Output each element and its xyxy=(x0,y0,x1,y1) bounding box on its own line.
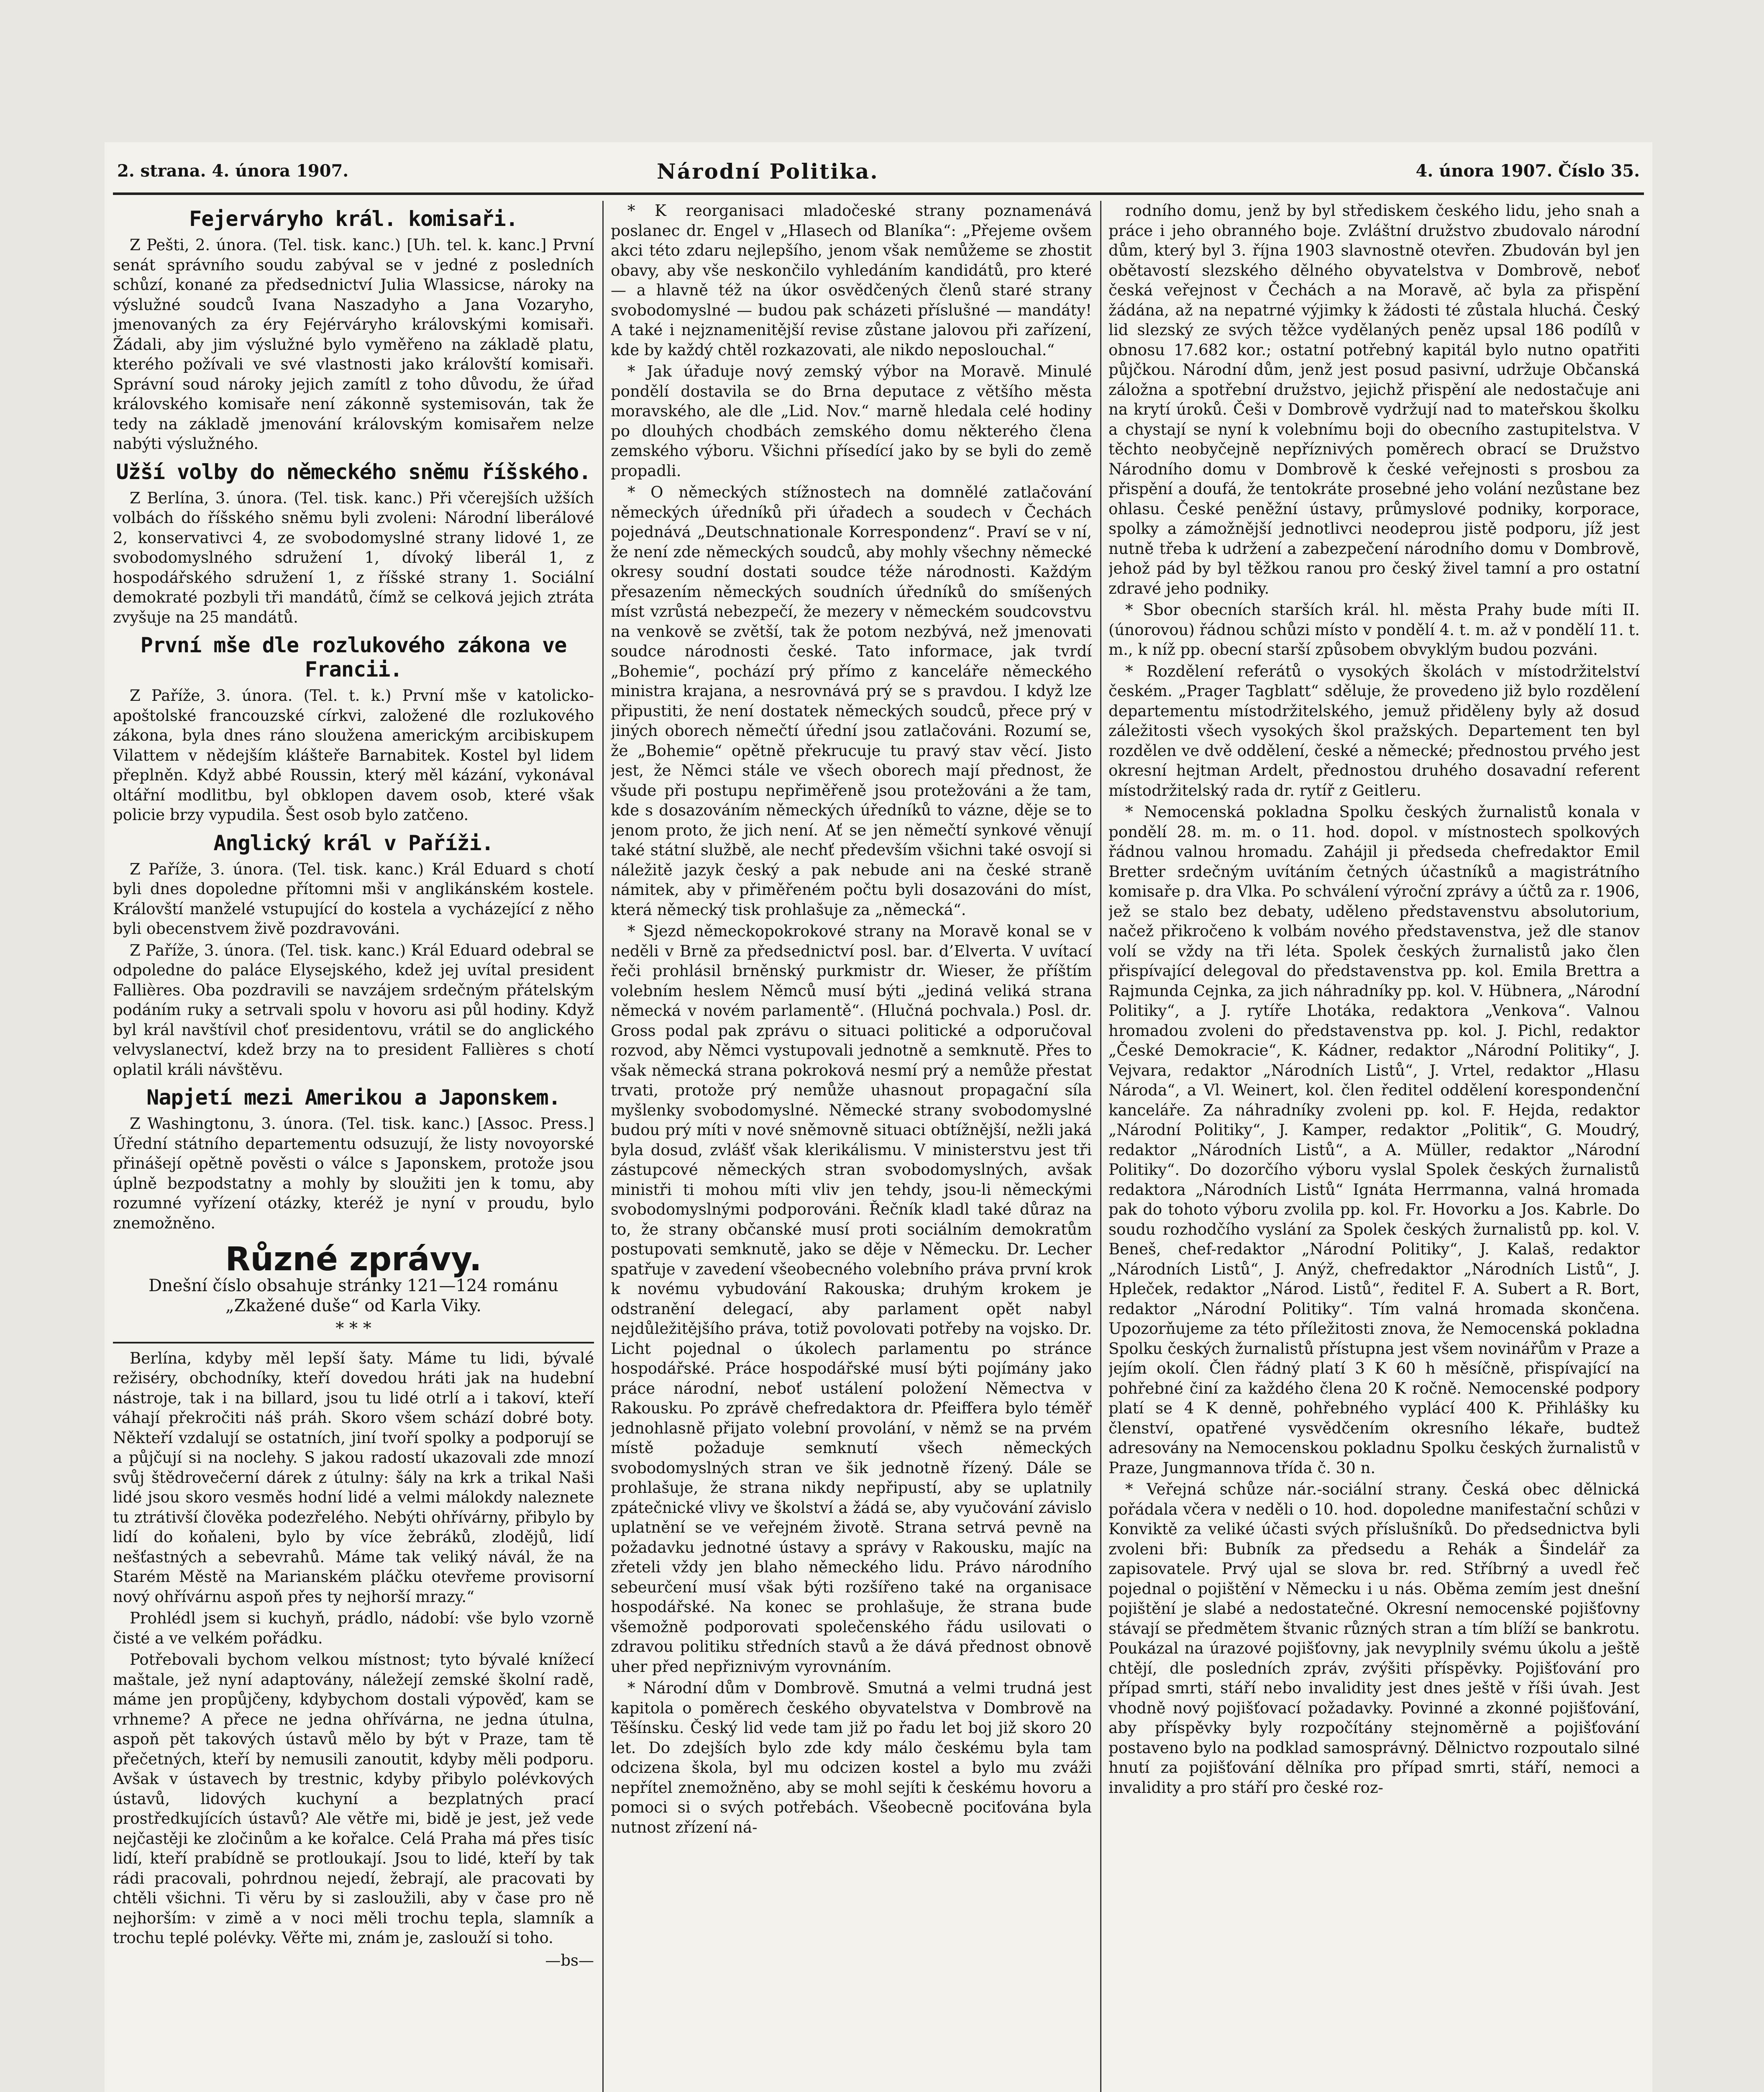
article-text: Z Washingtonu, 3. února. (Tel. tisk. kanc.) [Assoc. Press.] Úřední státního departementu odsuzují, že listy novoyorské přinášejí opětně pověsti o válce s Japonskem, protože jsou úplně bezpodstatny a mohly by sloužiti jen k tomu, aby rozumné vyřízení otázky, kteréž je nyní v proudu, bylo znemožněno. xyxy=(113,1115,594,1232)
news-item: rodního domu, jenž by byl střediskem českého lidu, jeho snah a práce i jeho obranného boje. Zvláštní družstvo zbudovalo národní dům, který byl 3. října 1903 slavnostně otevřen. Zbudován byl jen obětavostí slezského dělného obyvatelstva v Dombrově, neboť česká veřejnost v Čechách a na Moravě, ač byla za přispění žádána, až na nepatrné výjimky k žádosti té zůstala hluchá. Český lid slezský ze svých těžce vydělaných peněz upsal 186 podílů v obnosu 17.682 kor.; ostatní potřebný kapitál bylo nutno opatřiti půjčkou. Národní dům, jenž jest posud pasivní, udržuje Občanská záložna a spotřební družstvo, jejichž přispění ale nedostačuje ani na krytí úroků. Češi v Dombrově vydržují nad to mateřskou školku a chystají se nyní k volebnímu boji do obecního zastupitelstva. V těchto neobyčejně nepříznivých poměrech obrací se Družstvo Národního domu v Dombrově k české veřejnosti s prosbou za přispění a doufá, že tentokráte prosebné jeho volání nezůstane bez ohlasu. České peněžní ústavy, průmyslové podniky, korporace, spolky a zámožnější jednotlivci neodeprou jistě podporu, jíž jest nutně třeba k udržení a zabezpečení národního domu v Dombrově, jehož pád by byl těžkou ranou pro český živel tamní a pro ostatní zdravé jeho podniky. xyxy=(1109,202,1640,597)
section-title: Různé zprávy. xyxy=(225,1241,482,1278)
feuilleton-rule xyxy=(113,1342,594,1343)
running-head xyxy=(105,161,1652,195)
header-rule xyxy=(113,192,1644,195)
feuilleton-text: Berlína, kdyby měl lepší šaty. Máme tu lidi, bývalé režiséry, obchodníky, kteří dovedou hráti jak na hudební nástroje, tak i na billard, jsou tu lidé otrlí a i takoví, kteří váhají překročiti náš práh. Skoro všem schází dobré boty. Někteří vzdalují se ostatních, jiní tvoří spolky a podporují se a půjčují si na noclehy. S jakou radostí ukazovali zde mnozí svůj štědrovečerní dárek z útulny: šály na krk a trikal Naši lidé jsou skoro vesměs hodní lidé a velmi málokdy naleznete tu ztrátivší člověka podezřelého. Nebýti ohřívárny, přibylo by lidí do koňaleni, bylo by více žebráků, zlodějů, lidí nešťastných a sebevrahů. Máme tak veliký návál, že na Starém Městě na Marianském pláčku otevřeme provisorní nový ohřívárnu aspoň přes ty nejhorší mrazy.“ xyxy=(113,1349,594,1606)
newspaper-page xyxy=(105,142,1652,2092)
news-item: * Nemocenská pokladna Spolku českých žurnalistů konala v pondělí 28. m. m. o 11. hod. dopol. v místnostech spolkových řádnou valnou hromadu. Zahájil ji předseda chefredaktor Emil Bretter srdečným uvítáním četných účastníků a magistrátního komisaře p. dra Vlka. Po schválení výroční zprávy a účtů za r. 1906, jež se stalo bez debaty, uděleno představenstvu absolutorium, načež přikročeno k volbám nového představenstva, jež dle stanov volí se vždy na tři léta. Spolek českých žurnalistů jako člen přispívající delegoval do představenstva pp. kol. Emila Brettra a Rajmunda Cejnka, za jich náhradníky pp. kol. V. Hübnera, „Národní Politiky“, a J. rytíře Lhotáka, redaktora „Venkova“. Valnou hromadou zvoleni do představenstva pp. kol. J. Pichl, redaktor „České Demokracie“, K. Kádner, redaktor „Národní Politiky“, J. Vejvara, redaktor „Národních Listů“, J. Vrtel, redaktor „Hlasu Národa“, a Vl. Weinert, kol. člen ředitel oddělení korespondenční kanceláře. Za náhradníky zvoleni pp. kol. F. Hejda, redaktor „Národní Politiky“, J. Kamper, redaktor „Politik“, G. Moudrý, redaktor „Národních Listů“, a A. Müller, redaktor „Národní Politiky“. Do dozorčího výboru vyslal Spolek českých žurnalistů redaktora „Národních Listů“ Ignáta Herrmanna, valná hromada pak do tohoto výboru zvolila pp. kol. Fr. Hovorku a Jos. Kabrle. Do soudu rozhodčího vyslání za Spolek českých žurnalistů pp. kol. V. Beneš, chef-redaktor „Národní Politiky“, J. Kalaš, redaktor „Národních Listů“, J. Anýž, chefredaktor „Národních Listů“, J. Hpleček, redaktor „Národ. Listů“, ředitel F. A. Subert a R. Bort, redaktor „Národní Politiky“. Tím valná hromada skončena. Upozorňujeme za této příležitosti znova, že Nemocenská pokladna Spolku českých žurnalistů přístupna jest všem novinářům v Praze a jejím okolí. Člen řádný platí 3 K 60 h měsíčně, přispívající na pohřebné činí za každého člena 20 K ročně. Nemocenské podpory platí se 4 K denně, pohřebného vyplácí 400 K. Přihlášky ku členství, opatřené vysvědčením okresního lékaře, budtež adresovány na Nemocenskou pokladnu Spolku českých žurnalistů v Praze, Jungmannova třída č. 30 n. xyxy=(1109,803,1640,1477)
news-item: * Rozdělení referátů o vysokých školách v místodržitelství českém. „Prager Tagblatt“ sděluje, že provedeno již bylo rozdělení departementu místodržitelského, jemuž přiděleny byly až dosud záležitosti všech vysokých škol pražských. Departement ten byl rozdělen ve dvě oddělení, české a německé; přednostou prvého jest okresní hejtman Ardelt, přednostou druhého dosavadní referent místodržitelský rada dr. rytíř z Geitleru. xyxy=(1109,662,1640,800)
section-intro: Dnešní číslo obsahuje stránky 121—124 románu „Zkažené duše“ od Karla Viky. xyxy=(148,1276,558,1315)
news-item: * K reorganisaci mladočeské strany poznamenává poslanec dr. Engel v „Hlasech od Blaníka“: „Přejeme ovšem akci této zdaru nejlepšího, jenom však nemůžeme se zhostit obavy, aby vše neskončilo vyhledáním kandidátů, pro které — a hlavně též na úkor osvědčených členů staré strany svobodomyslné — budou pak scházeti příslušné — mandáty! A také i nejznamenitější revise zůstane jalovou při zařízení, kde by každý chtěl rozkazovati, ale nikdo neposlouchal.“ xyxy=(611,202,1092,359)
header-right: 4. února 1907. Číslo 35. xyxy=(1416,161,1640,181)
stars-divider: * * * xyxy=(335,1318,371,1338)
masthead-title: Národní Politika. xyxy=(657,159,879,184)
news-item: * Sbor obecních starších král. hl. města Prahy bude míti II. (únorovou) řádnou schůzi místo v pondělí 4. t. m. až v pondělí 11. t. m., k níž pp. obecní starší způsobem obvyklým budou pozváni. xyxy=(1109,601,1640,659)
column-2 xyxy=(611,201,1092,2092)
article-title: Fejerváryho král. komisaři. xyxy=(189,207,518,231)
article-text: Z Paříže, 3. února. (Tel. tisk. kanc.) Král Eduard s chotí byli dnes dopoledne přítomni mši v anglikánském kostele. Královští manželé vstupující do kostela a vycházející z něho byli obecenstvem živě pozdravováni. xyxy=(113,860,594,938)
article-title: Anglický král v Paříži. xyxy=(213,831,494,855)
article-text: Z Pešti, 2. února. (Tel. tisk. kanc.) [Uh. tel. k. kanc.] První senát správního soudu zabýval se v jedné z posledních schůzí, konané za předsednictví Julia Wlassicse, nároky na výslužné soudců Ivana Naszadyho a Jana Vozaryho, jmenovaných za éry Fejérváryho královskými komisaři. Žádali, aby jim výslužné bylo vyměřeno na základě platu, kterého požívali ve své vlastnosti jako královští komisaři. Správní soud nároky jejich zamítl z toho důvodu, že úřad královského komisaře není zákonně systemisován, tak že tedy na základě jmenování královským komisařem nelze nabýti výslužného. xyxy=(113,236,594,453)
news-item: * Sjezd německopokrokové strany na Moravě konal se v neděli v Brně za předsednictví posl. bar. d’Elverta. V uvítací řeči prohlásil brněnský purkmistr dr. Wieser, že příštím volebním heslem Němců musí býti „jediná veliká strana německá v novém parlamentě“. (Hlučná pochvala.) Posl. dr. Gross podal pak zprávu o situaci politické a odporučoval rozvod, aby Němci vystupovali jednotně a semknutě. Přes to však německá strana pokroková nesmí prý a nemůže přestat trvati, protože prý nemůže uhasnout propagační síla myšlenky svobodomyslné. Německé strany svobodomyslné budou prý míti v nové sněmovně situaci obtížnější, nežli jaká byla dosud, zvlášť však klerikálismu. V ministerstvu jest tři zástupcové německých stran svobodomyslných, avšak ministři ti mohou míti vliv jen tehdy, jsou-li německými svobodomyslnými podporováni. Řečník kladl také důraz na to, že strany občanské musí proti sociálním demokratům postupovati semknutě, jako se děje v Německu. Dr. Lecher spatřuje v zavedení všeobecného volebního práva první krok k novému vybudování Rakouska; druhým krokem je odstranění delegací, aby parlament opět nabyl nejdůležitějšího práva, totiž povolovati potřeby na vojsko. Dr. Licht pojednal o úkolech parlamentu po stránce hospodářské. Práce hospodářské musí býti pojímány jako práce národní, neboť ustálení položení Němectva v Rakousku. Po zprávě chefredaktora dr. Pfeiffera bylo téměř jednohlasně přijato volební provolání, v němž se na prvém místě požaduje semknutí všech německých svobodomyslných stran ve šik jednotně řízený. Dále se prohlašuje, že strana nikdy nepřipustí, aby se uplatnily zpátečnické vlivy ve školství a žádá se, aby vyučování závislo uplatnění se ve veřejném životě. Strana setrvá pevně na požadavku jednotné ústavy a správy v Rakousku, majíc na zřeteli vždy jen blaho německého lidu. Právo národního sebeurčení musí však býti rozšířeno také na organisace hospodářské. Na konec se prohlašuje, že strana bude všemožně podporovati společenského řádu usilovati o zdravou politiku středních stavů a že dává přednost obnově uher před nepřiznivým vyrovnáním. xyxy=(611,922,1092,1676)
column-rule-2 xyxy=(1100,201,1101,2092)
article-text: Z Berlína, 3. února. (Tel. tisk. kanc.) Při včerejších užších volbách do říšského sněmu byli zvoleni: Národní liberálové 2, konservativci 4, ze svobodomyslné strany lidové 1, ze svobodomyslného sdružení 1, dívoký liberál 1, z hospodářského sdružení 1, z říšské strany 1. Sociální demokraté pozbyli tři mandátů, čímž se celková jejich ztráta zvyšuje na 25 mandátů. xyxy=(113,489,594,626)
news-item: * O německých stížnostech na domnělé zatlačování německých úředníků při úřadech a soudech v Čechách pojednává „Deutschnationale Korrespondenz“. Praví se v ní, že není zde německých soudců, aby mohly všechny německé okresy soudní dostati soudce téže národnosti. Každým přesazením německých soudních úředníků do smíšených míst vzrůstá nebezpečí, že mezery v německém soudcovstvu na venkově se zvětší, tak že potom nezbývá, než jmenovati soudce národnosti české. Tato informace, jak tvrdí „Bohemie“, pochází prý přímo z kanceláře německého ministra krajana, a nesrovnává prý se s pravdou. I když lze připustiti, že není dostatek německých soudců, přece prý v jiných oborech němečtí úřední jsou zatlačováni. Rozumí se, že „Bohemie“ opětně překrucuje tu pravý stav věcí. Jisto jest, že Němci stále ve všech oborech mají přednost, že všude při postupu nepřiměřeně jsou protežováni a že tam, kde s dosazováním německých úředníků to vázne, děje se to jenom proto, že jich není. Ať se jen němečtí synkové věnují také státní službě, ale nechť především všichni také osvojí si náležitě jazyk český a pak nebude ani na české straně námitek, aby v přiměřeném počtu byli dosazováni do míst, která německý tisk prohlašuje za „německá“. xyxy=(611,483,1092,919)
author-signature: —bs— xyxy=(545,1951,594,1969)
article-text: Z Paříže, 3. února. (Tel. t. k.) První mše v katolicko-apoštolské francouzské církvi, založené dle rozlukového zákona, byla dnes ráno sloužena americkým arcibiskupem Vilattem v nědejším klášteře Barnabitek. Kostel byl lidem přeplněn. Když abbé Roussin, který měl kázání, vykonával oltářní modlitbu, byl obklopen davem osob, které však policie brzy vypudila. Šest osob bylo zatčeno. xyxy=(113,687,594,824)
news-item: * Veřejná schůze nár.-sociální strany. Česká obec dělnická pořádala včera v neděli o 10. hod. dopoledne manifestační schůzi v Konviktě za veliké účasti svých příslušníků. Do předsednictva byli zvoleni bři: Bubník za předsedu a Rehák a Šindelář za zapisovatele. Prvý ujal se slova br. red. Stříbrný a uvedl řeč pojednal o pojištění v Německu i u nás. Oběma zemím jest dnešní pojištění je slabé a nedostatečné. Okresní nemocenské pojišťovny stávají se předmětem štvanic různých stran a tím blíží se bankrotu. Poukázal na úrazové pojišťovny, jak nevyplnily svému úkolu a ještě chtějí, dle posledních zpráv, zvýšiti příspěvky. Pojišťování pro případ smrti, stáří nebo invalidity jest dnes ještě v říši úvah. Jest vhodně nový pojišťovací požadavky. Povinné a zkonné pojišťování, aby příspěvky byly rozpočítány stejnoměrně a pojišťování postaveno bylo na podklad samosprávný. Dělnictvo rozpoutalo silné hnutí za pojišťování dělníka pro případ smrti, stáří, nemoci a invalidity a pro stáří pro české roz- xyxy=(1109,1480,1640,1797)
header-left: 2. strana. 4. února 1907. xyxy=(117,161,349,181)
article-text: Z Paříže, 3. února. (Tel. tisk. kanc.) Král Eduard odebral se odpoledne do paláce Elysejského, kdež jej uvítal president Fallières. Oba pozdravili se navzájem srdečným přátelským podáním ruky a setrvali spolu v hovoru asi půl hodiny. Když byl král navštívil choť presidentovu, vrátil se do anglického velvyslanectví, kdež brzy na to president Fallières s chotí oplatil králi návštěvu. xyxy=(113,941,594,1079)
news-item: * Národní dům v Dombrově. Smutná a velmi trudná jest kapitola o poměrech českého obyvatelstva v Dombrově na Těšínsku. Český lid vede tam již po řadu let boj již skoro 20 let. Do zdejších bylo zde kdy málo českému byla tam odcizena škola, byl mu odcizen kostel a bylo mu zváži nepřítel znemožněno, aby se mohl sejíti k českému hovoru a pomoci si o svých potřebách. Všeobecně pociťována byla nutnost zřízení ná- xyxy=(611,1679,1092,1836)
feuilleton-text: Potřebovali bychom velkou místnost; tyto bývalé knížecí maštale, jež nyní adaptovány, náležejí zemské školní radě, máme jen propůjčeny, kdybychom dostali výpověď, kam se vrhneme? A přece ne jedna ohřívárna, ne jedna útulna, aspoň pět takových ústavů mělo by být v Praze, tam tě přečetných, kteří by nemusili zanoutit, kdyby měli podporu. Avšak v ústavech by trestnic, kdyby přibylo polévkových ústavů, lidových kuchyní a bezplatných prací prostředkujících ústavů? Ale větře mi, bidě je jest, jež vede nejčastěji ke zločinům a ke kořalce. Celá Praha má přes tisíc lidí, kteří prabídně se protloukají. Jsou to lidé, kteří by tak rádi pracovali, pohrdnou nejedí, žebrají, ale pracovati by chtěli všichni. Ti věru by si zasloužili, aby v čase pro ně nejhorším: v zimě a v noci měli trochu tepla, slamník a trochu teplé polévky. Věřte mi, znám je, zaslouží si toho. xyxy=(113,1651,594,1947)
news-item: * Jak úřaduje nový zemský výbor na Moravě. Minulé pondělí dostavila se do Brna deputace z většího města moravského, ale dle „Lid. Nov.“ marně hledala celé hodiny po dlouhých chodbách zemského domu některého člena zemského výboru. Všichni přísedící jako by se byli do země propadli. xyxy=(611,362,1092,480)
article-title: Užší volby do německého sněmu říšského. xyxy=(116,459,591,484)
column-rule-1 xyxy=(602,201,604,2092)
feuilleton-text: Prohlédl jsem si kuchyň, prádlo, nádobí: vše bylo vzorně čisté a ve velkém pořádku. xyxy=(113,1609,594,1647)
article-title: První mše dle rozlukového zákona ve Francii. xyxy=(140,633,567,682)
column-1 xyxy=(113,201,594,2092)
column-3 xyxy=(1109,201,1640,2092)
article-title: Napjetí mezi Amerikou a Japonskem. xyxy=(146,1085,561,1110)
